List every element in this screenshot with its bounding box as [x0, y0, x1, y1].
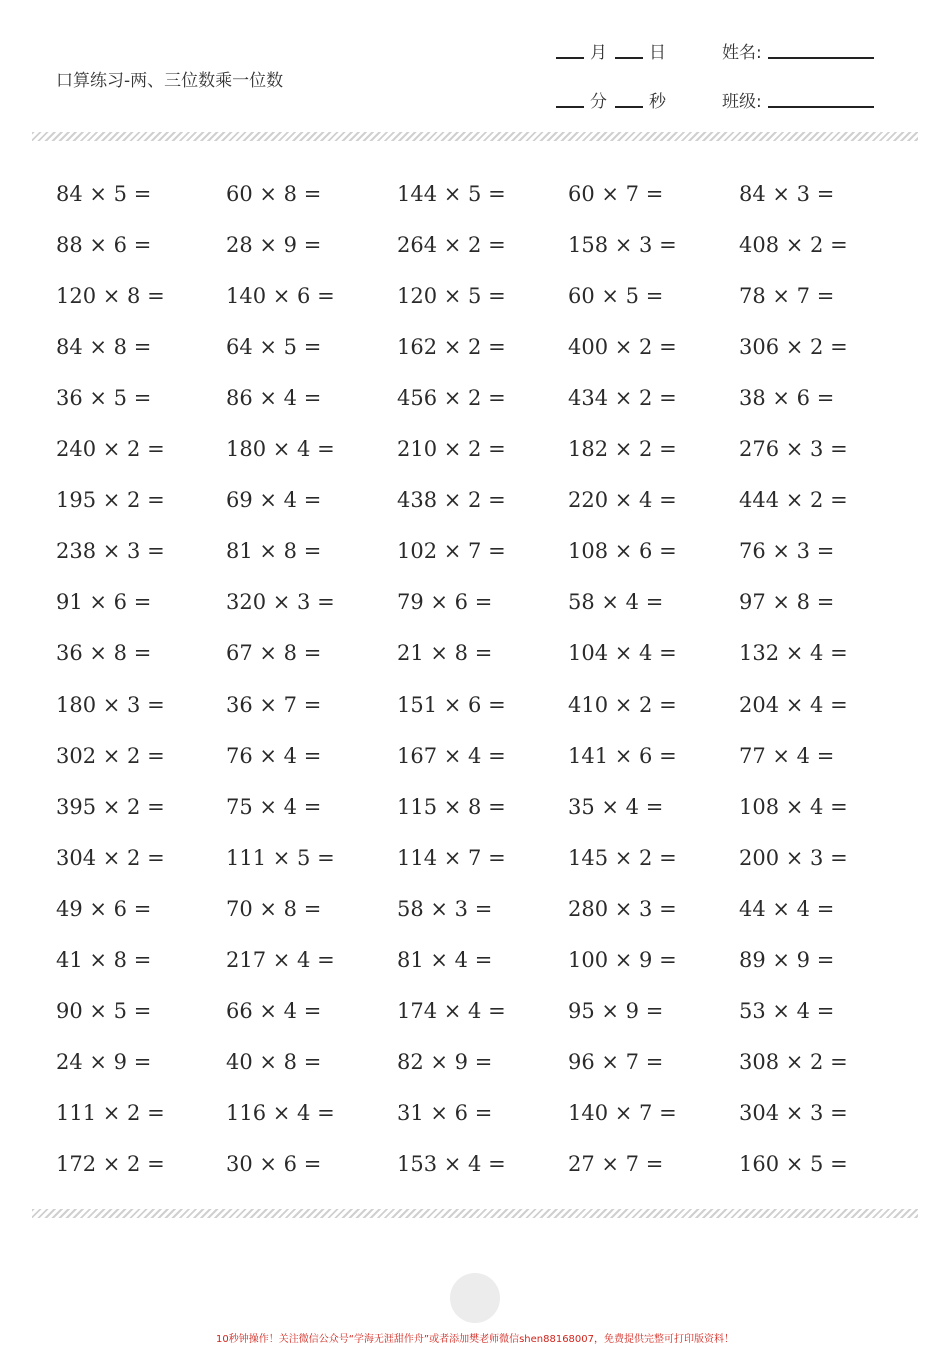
- second-blank[interactable]: [615, 92, 643, 108]
- problem-cell: 116 × 4 =: [226, 1100, 335, 1125]
- problem-cell: 280 × 3 =: [568, 896, 677, 921]
- problem-cell: 264 × 2 =: [397, 233, 506, 258]
- problem-cell: 100 × 9 =: [568, 947, 677, 972]
- problem-cell: 58 × 3 =: [397, 896, 493, 921]
- problem-cell: 115 × 8 =: [397, 794, 506, 819]
- name-field[interactable]: [768, 43, 874, 59]
- problem-cell: 108 × 6 =: [568, 539, 677, 564]
- problem-cell: 217 × 4 =: [226, 947, 335, 972]
- problem-cell: 220 × 4 =: [568, 488, 677, 513]
- problem-cell: 308 × 2 =: [739, 1049, 848, 1074]
- problem-cell: 153 × 4 =: [397, 1151, 506, 1176]
- problem-cell: 182 × 2 =: [568, 437, 677, 462]
- problem-cell: 70 × 8 =: [226, 896, 322, 921]
- problem-cell: 84 × 8 =: [56, 335, 152, 360]
- problem-cell: 108 × 4 =: [739, 794, 848, 819]
- problem-cell: 38 × 6 =: [739, 386, 835, 411]
- problem-cell: 204 × 4 =: [739, 692, 848, 717]
- problem-cell: 91 × 6 =: [56, 590, 152, 615]
- problem-cell: 27 × 7 =: [568, 1151, 664, 1176]
- problem-cell: 79 × 6 =: [397, 590, 493, 615]
- problem-cell: 75 × 4 =: [226, 794, 322, 819]
- problem-cell: 240 × 2 =: [56, 437, 165, 462]
- month-blank[interactable]: [556, 43, 584, 59]
- problem-cell: 89 × 9 =: [739, 947, 835, 972]
- problem-cell: 132 × 4 =: [739, 641, 848, 666]
- problem-cell: 64 × 5 =: [226, 335, 322, 360]
- problem-cell: 302 × 2 =: [56, 743, 165, 768]
- problem-cell: 174 × 4 =: [397, 998, 506, 1023]
- problem-cell: 82 × 9 =: [397, 1049, 493, 1074]
- problem-cell: 69 × 4 =: [226, 488, 322, 513]
- problem-cell: 36 × 5 =: [56, 386, 152, 411]
- problem-cell: 60 × 7 =: [568, 182, 664, 206]
- problem-cell: 120 × 5 =: [397, 284, 506, 309]
- problem-cell: 151 × 6 =: [397, 692, 506, 717]
- bottom-divider: [32, 1209, 918, 1218]
- problem-cell: 31 × 6 =: [397, 1100, 493, 1125]
- page-indicator: [450, 1273, 500, 1323]
- problem-cell: 86 × 4 =: [226, 386, 322, 411]
- problem-cell: 400 × 2 =: [568, 335, 677, 360]
- problem-cell: 81 × 8 =: [226, 539, 322, 564]
- class-field[interactable]: [768, 92, 874, 108]
- problem-cell: 40 × 8 =: [226, 1049, 322, 1074]
- problem-cell: 49 × 6 =: [56, 896, 152, 921]
- problem-cell: 200 × 3 =: [739, 845, 848, 870]
- problem-cell: 320 × 3 =: [226, 590, 335, 615]
- day-label: 日: [649, 43, 666, 63]
- problem-cell: 67 × 8 =: [226, 641, 322, 666]
- problem-cell: 36 × 8 =: [56, 641, 152, 666]
- problem-cell: 36 × 7 =: [226, 692, 322, 717]
- name-label: 姓名:: [722, 43, 762, 63]
- problem-cell: 306 × 2 =: [739, 335, 848, 360]
- problem-cell: 28 × 9 =: [226, 233, 322, 258]
- problem-cell: 140 × 6 =: [226, 284, 335, 309]
- problem-cell: 456 × 2 =: [397, 386, 506, 411]
- problem-cell: 76 × 3 =: [739, 539, 835, 564]
- top-divider: [32, 132, 918, 141]
- problem-cell: 180 × 4 =: [226, 437, 335, 462]
- problem-cell: 84 × 3 =: [739, 182, 835, 206]
- problem-cell: 162 × 2 =: [397, 335, 506, 360]
- problem-cell: 66 × 4 =: [226, 998, 322, 1023]
- problem-cell: 410 × 2 =: [568, 692, 677, 717]
- problem-cell: 167 × 4 =: [397, 743, 506, 768]
- problem-cell: 104 × 4 =: [568, 641, 677, 666]
- problem-cell: 210 × 2 =: [397, 437, 506, 462]
- problem-cell: 95 × 9 =: [568, 998, 664, 1023]
- second-label: 秒: [649, 92, 666, 112]
- minute-label: 分: [590, 92, 607, 112]
- problem-cell: 304 × 3 =: [739, 1100, 848, 1125]
- problem-cell: 30 × 6 =: [226, 1151, 322, 1176]
- problem-cell: 76 × 4 =: [226, 743, 322, 768]
- problem-cell: 158 × 3 =: [568, 233, 677, 258]
- problem-cell: 102 × 7 =: [397, 539, 506, 564]
- problem-cell: 444 × 2 =: [739, 488, 848, 513]
- day-blank[interactable]: [615, 43, 643, 59]
- problem-cell: 97 × 8 =: [739, 590, 835, 615]
- problem-cell: 111 × 5 =: [226, 845, 335, 870]
- problem-cell: 195 × 2 =: [56, 488, 165, 513]
- footer-note: 10秒钟操作！关注微信公众号“学海无涯甜作舟”或者添加樊老师微信shen88168007，免费提供完整可打印版资料！: [215, 1334, 735, 1345]
- problem-cell: 53 × 4 =: [739, 998, 835, 1023]
- class-label: 班级:: [722, 92, 762, 112]
- problem-cell: 438 × 2 =: [397, 488, 506, 513]
- problem-cell: 60 × 8 =: [226, 182, 322, 206]
- problem-cell: 81 × 4 =: [397, 947, 493, 972]
- problem-cell: 304 × 2 =: [56, 845, 165, 870]
- problem-cell: 434 × 2 =: [568, 386, 677, 411]
- problem-cell: 120 × 8 =: [56, 284, 165, 309]
- problem-cell: 24 × 9 =: [56, 1049, 152, 1074]
- problem-cell: 78 × 7 =: [739, 284, 835, 309]
- problem-cell: 276 × 3 =: [739, 437, 848, 462]
- problem-cell: 44 × 4 =: [739, 896, 835, 921]
- problem-cell: 111 × 2 =: [56, 1100, 165, 1125]
- problem-cell: 408 × 2 =: [739, 233, 848, 258]
- problem-cell: 145 × 2 =: [568, 845, 677, 870]
- minute-blank[interactable]: [556, 92, 584, 108]
- problem-cell: 114 × 7 =: [397, 845, 506, 870]
- problem-cell: 35 × 4 =: [568, 794, 664, 819]
- problem-cell: 58 × 4 =: [568, 590, 664, 615]
- problem-cell: 160 × 5 =: [739, 1151, 848, 1176]
- problem-cell: 172 × 2 =: [56, 1151, 165, 1176]
- worksheet-title: 口算练习-两、三位数乘一位数: [56, 71, 284, 91]
- problem-cell: 238 × 3 =: [56, 539, 165, 564]
- problem-cell: 180 × 3 =: [56, 692, 165, 717]
- problem-cell: 77 × 4 =: [739, 743, 835, 768]
- problem-cell: 141 × 6 =: [568, 743, 677, 768]
- problem-cell: 395 × 2 =: [56, 794, 165, 819]
- date-row: [556, 38, 874, 63]
- problem-cell: 60 × 5 =: [568, 284, 664, 309]
- problem-cell: 90 × 5 =: [56, 998, 152, 1023]
- problem-cell: 84 × 5 =: [56, 182, 152, 206]
- problem-cell: 96 × 7 =: [568, 1049, 664, 1074]
- month-label: 月: [590, 43, 607, 63]
- problem-cell: 21 × 8 =: [397, 641, 493, 666]
- time-row: [556, 87, 874, 112]
- problem-cell: 140 × 7 =: [568, 1100, 677, 1125]
- problem-cell: 144 × 5 =: [397, 182, 506, 206]
- problem-cell: 41 × 8 =: [56, 947, 152, 972]
- problem-cell: 88 × 6 =: [56, 233, 152, 258]
